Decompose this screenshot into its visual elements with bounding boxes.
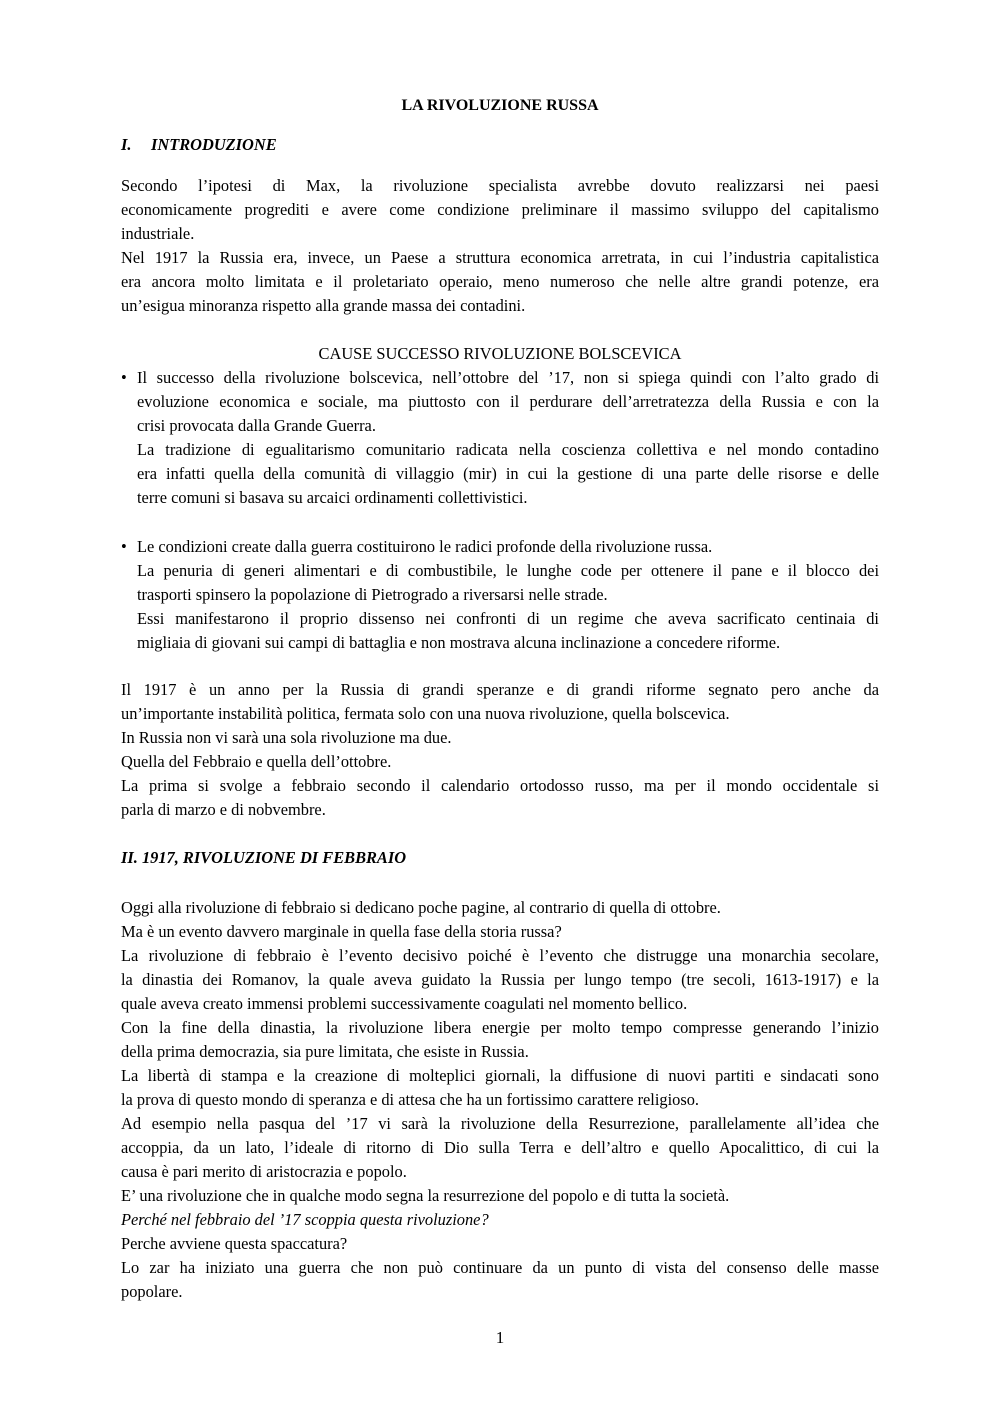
section-heading-introduzione — [121, 133, 277, 157]
text-line: era infatti quella della comunità di villaggio (mir) in cui la gestione di una parte delle risorse e delle — [137, 464, 879, 483]
text-line: Ad esempio nella pasqua del ’17 vi sarà la rivoluzione della Resurrezione, parallelamente all’idea che — [121, 1114, 879, 1133]
text-line: economicamente progrediti e avere come condizione preliminare il massimo sviluppo del capitalismo — [121, 200, 879, 219]
text-line: La penuria di generi alimentari e di combustibile, le lunghe code per ottenere il pane e il blocco dei — [137, 561, 879, 580]
question-line: Perché nel febbraio del ’17 scoppia questa rivoluzione? — [121, 1210, 489, 1229]
paragraph-1917 — [121, 678, 879, 822]
text-line: Essi manifestarono il proprio dissenso nei confronti di un regime che aveva sacrificato centinaia di — [137, 609, 879, 628]
text-line: era ancora molto limitata e il proletariato operaio, meno numeroso che nelle altre grandi potenze, era — [121, 272, 879, 291]
text-line: accoppia, da un lato, l’ideale di ritorno di Dio sulla Terra e dell’altro e quello Apocalittico, di cui la — [121, 1138, 879, 1157]
text-line: industriale. — [121, 224, 195, 243]
section-title: INTRODUZIONE — [151, 135, 277, 154]
text-line: Oggi alla rivoluzione di febbraio si dedicano poche pagine, al contrario di quella di ottobre. — [121, 898, 721, 917]
bullet-item-2 — [121, 535, 879, 655]
intro-paragraph-1 — [121, 174, 879, 318]
text-line: La rivoluzione di febbraio è l’evento decisivo poiché è l’evento che distrugge una monarchia secolare, — [121, 946, 879, 965]
text-line: evoluzione economica e sociale, ma piuttosto con il perdurare dell’arretratezza della Russia e con la — [137, 392, 879, 411]
document-title: LA RIVOLUZIONE RUSSA — [401, 97, 599, 114]
text-line: Secondo l’ipotesi di Max, la rivoluzione specialista avrebbe dovuto realizzarsi nei paesi — [121, 176, 879, 195]
text-line: Le condizioni create dalla guerra costituirono le radici profonde della rivoluzione russa. — [137, 537, 713, 556]
text-line: Quella del Febbraio e quella dell’ottobre. — [121, 752, 392, 771]
text-line: La tradizione di egualitarismo comunitario radicata nella coscienza collettiva e nel mondo contadino — [137, 440, 879, 459]
text-line: trasporti spinsero la popolazione di Pietrogrado a riversarsi nelle strade. — [137, 585, 608, 604]
text-line: causa è pari merito di aristocrazia e popolo. — [121, 1162, 407, 1181]
text-line: Ma è un evento davvero marginale in quella fase della storia russa? — [121, 922, 562, 941]
bullet-item-1 — [121, 366, 879, 510]
text-line: Il 1917 è un anno per la Russia di grandi speranze e di grandi riforme segnato pero anche da — [121, 680, 879, 699]
text-line: un’importante instabilità politica, fermata solo con una nuova rivoluzione, quella bolscevica. — [121, 704, 730, 723]
text-line: popolare. — [121, 1282, 183, 1301]
text-line: quale aveva creato immensi problemi successivamente coagulati nel momento bellico. — [121, 994, 688, 1013]
text-line: la prova di questo mondo di speranza e di attesa che ha un fortissimo carattere religioso. — [121, 1090, 700, 1109]
text-line: migliaia di giovani sui campi di battaglia e non mostrava alcuna inclinazione a concedere riforme. — [137, 633, 781, 652]
febbraio-body — [121, 896, 879, 1304]
section-number: I. — [121, 135, 132, 154]
text-line: Con la fine della dinastia, la rivoluzione libera energie per molto tempo compresse generando l’inizio — [121, 1018, 879, 1037]
bullet-dot: • — [121, 368, 127, 387]
text-line: un’esigua minoranza rispetto alla grande massa dei contadini. — [121, 296, 526, 315]
text-line: parla di marzo e di nobvembre. — [121, 800, 326, 819]
text-line: Il successo della rivoluzione bolscevica, nell’ottobre del ’17, non si spiega quindi con l’alto grado di — [137, 368, 879, 387]
text-line: Lo zar ha iniziato una guerra che non può continuare da un punto di vista del consenso delle masse — [121, 1258, 879, 1277]
text-line: crisi provocata dalla Grande Guerra. — [137, 416, 376, 435]
text-line: In Russia non vi sarà una sola rivoluzione ma due. — [121, 728, 452, 747]
text-line: della prima democrazia, sia pure limitata, che esiste in Russia. — [121, 1042, 529, 1061]
text-line: E’ una rivoluzione che in qualche modo segna la resurrezione del popolo e di tutta la società. — [121, 1186, 730, 1205]
section-heading-febbraio: II. 1917, RIVOLUZIONE DI FEBBRAIO — [121, 848, 407, 867]
text-line: Perche avviene questa spaccatura? — [121, 1234, 348, 1253]
text-line: Nel 1917 la Russia era, invece, un Paese a struttura economica arretrata, in cui l’industria capitalistica — [121, 248, 879, 267]
text-line: terre comuni si basava su arcaici ordinamenti collettivistici. — [137, 488, 528, 507]
text-line: La libertà di stampa e la creazione di molteplici giornali, la diffusione di nuovi partiti e sindacati sono — [121, 1066, 879, 1085]
bullet-dot: • — [121, 537, 127, 556]
page-number: 1 — [495, 1328, 505, 1347]
text-line: La prima si svolge a febbraio secondo il calendario ortodosso russo, ma per il mondo occidentale si — [121, 776, 879, 795]
text-line: la dinastia dei Romanov, la quale aveva guidato la Russia per lungo tempo (tre secoli, 1613-1917) e la — [121, 970, 879, 989]
causes-heading: CAUSE SUCCESSO RIVOLUZIONE BOLSCEVICA — [318, 344, 682, 363]
